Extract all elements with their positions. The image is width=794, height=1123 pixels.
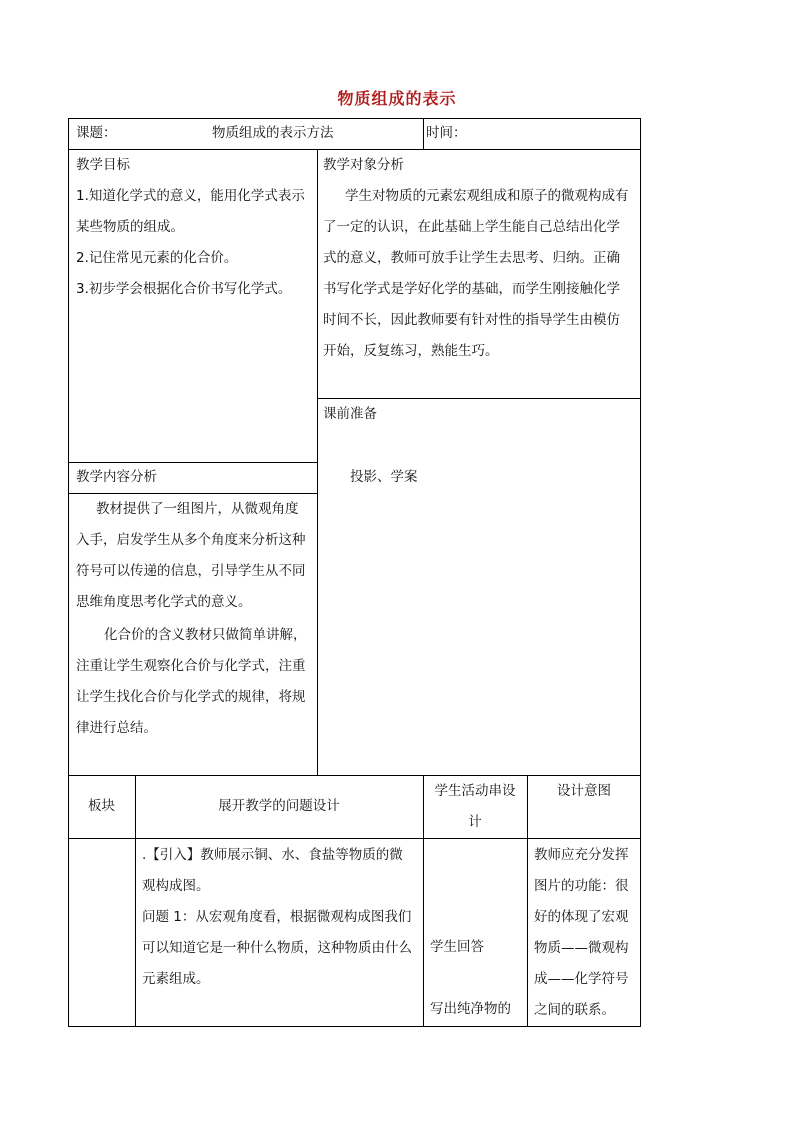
rule <box>423 118 424 149</box>
student-analysis-line: 式的意义，教师可放手让学生去思考、归纳。正确 <box>323 250 620 266</box>
question-line: .【引入】教师展示铜、水、食盐等物质的微 <box>142 847 403 863</box>
activity-line: 学生回答 <box>430 939 484 955</box>
content-analysis-line: 化合价的含义教材只做简单讲解， <box>104 627 307 643</box>
question-line: 问题 1：从宏观角度看，根据微观构成图我们 <box>142 909 412 925</box>
student-analysis-line: 了一定的认识，在此基础上学生能自己总结出化学 <box>323 219 620 235</box>
content-analysis-line: 注重让学生观察化合价与化学式，注重 <box>76 658 306 674</box>
document-title: 物质组成的表示 <box>337 89 457 108</box>
activity-column-header: 学生活动串设 <box>434 783 516 799</box>
content-analysis-heading: 教学内容分析 <box>76 469 157 485</box>
rule <box>68 838 641 839</box>
teaching-goal-item: 2.记住常见元素的化合价。 <box>76 250 238 266</box>
student-analysis-line: 时间不长，因此教师要有针对性的指导学生由模仿 <box>323 312 620 328</box>
activity-line: 写出纯净物的 <box>430 1001 511 1017</box>
preparation-heading: 课前准备 <box>323 406 377 422</box>
rule <box>527 775 528 1027</box>
questions-column-header: 展开教学的问题设计 <box>218 798 340 814</box>
intent-line: 教师应充分发挥 <box>534 847 629 863</box>
intent-line: 成——化学符号 <box>534 971 629 987</box>
content-analysis-line: 符号可以传递的信息，引导学生从不同 <box>76 563 306 579</box>
intent-line: 物质——微观构 <box>534 940 629 956</box>
preparation-content: 投影、学案 <box>350 469 418 485</box>
teaching-goals-heading: 教学目标 <box>76 157 130 173</box>
intent-line: 之间的联系。 <box>534 1002 615 1018</box>
rule <box>317 149 318 775</box>
topic-label: 课题： <box>76 125 117 141</box>
intent-column-header: 设计意图 <box>557 783 611 799</box>
topic-value: 物质组成的表示方法 <box>212 125 334 141</box>
student-analysis-line: 开始，反复练习，熟能生巧。 <box>323 343 499 359</box>
student-analysis-line: 书写化学式是学好化学的基础，而学生刚接触化学 <box>323 281 620 297</box>
student-analysis-heading: 教学对象分析 <box>323 157 404 173</box>
intent-line: 好的体现了宏观 <box>534 909 629 925</box>
content-analysis-line: 思维角度思考化学式的意义。 <box>76 594 252 610</box>
teaching-goal-item: 某些物质的组成。 <box>76 219 184 235</box>
question-line: 观构成图。 <box>142 878 210 894</box>
section-column-header: 板块 <box>88 798 115 814</box>
teaching-goal-item: 3.初步学会根据化合价书写化学式。 <box>76 281 292 297</box>
content-analysis-line: 入手，启发学生从多个角度来分析这种 <box>76 532 306 548</box>
activity-column-header-cont: 计 <box>468 814 482 830</box>
content-analysis-line: 律进行总结。 <box>76 720 157 736</box>
intent-line: 图片的功能：很 <box>534 878 629 894</box>
content-analysis-line: 教材提供了一组图片，从微观角度 <box>96 501 299 517</box>
question-line: 元素组成。 <box>142 971 210 987</box>
content-analysis-line: 让学生找化合价与化学式的规律，将规 <box>76 689 306 705</box>
question-line: 可以知道它是一种什么物质，这种物质由什么 <box>142 940 412 956</box>
time-label: 时间： <box>426 125 467 141</box>
teaching-goal-item: 1.知道化学式的意义，能用化学式表示 <box>76 188 305 204</box>
student-analysis-line: 学生对物质的元素宏观组成和原子的微观构成有 <box>345 188 629 204</box>
